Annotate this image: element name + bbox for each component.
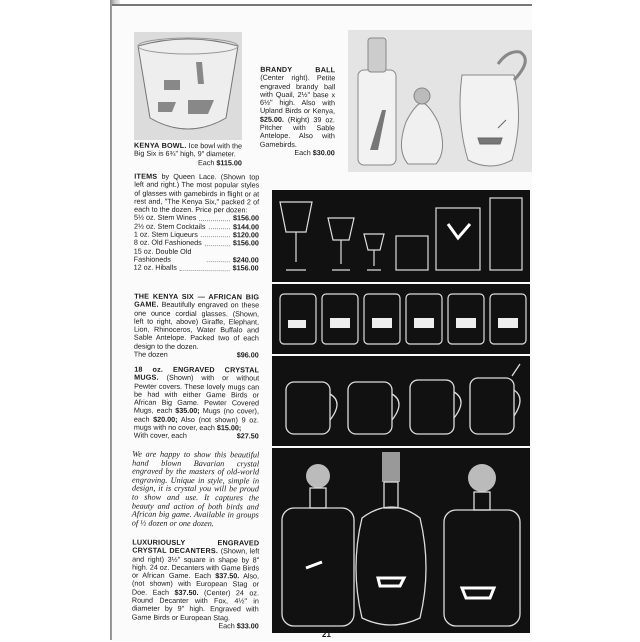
intro-paragraph: We are happy to show this beautiful hand blown Bavarian crystal engraved by the masters of old-world engraving. Unique in style, simple in design, it is crystal you will be proud to show and use. It captures the beauty and action of both birds and African big game. Available in groups of ½ dozen or one dozen. (131, 449, 260, 528)
price-row: 8 oz. Old Fashioneds $156.00 (133, 237, 259, 248)
price-row: 1 oz. Stem Liqueurs $120.00 (133, 229, 259, 240)
page-number: 21 (322, 630, 331, 639)
brandy-ball-text: BRANDY BALL (Center right). Petite engraved brandy ball with Quail, 2½" base x 6½" high. Also with Upland Birds or Kenya, $25.00. (Right) 39 oz. Pitcher with Sable Antelope. Also with Gamebirds. Each $30.00 (259, 64, 336, 158)
items-text: ITEMS by Queen Lace. (Shown top left and right.) The most popular styles of glasses with gamebirds in flight or at rest and, "The Kenya Six," packed 2 of each to the dozen. Price per dozen: 5½ oz. Stem Wines $156.00 2½ oz. Stem Cocktails $144.00 1 oz. Stem Liqueurs $120.00 8 oz. Old Fashioneds $156.00 15 oz. Double Old Fashioneds $240.00 12 oz. Hiballs $156.00 (133, 171, 260, 273)
decanters-text: LUXURIOUSLY ENGRAVED CRYSTAL DECANTERS. (Shown, left and right) 3½" square in shape by 8" high. 24 oz. Decanters with Game Birds or African Game. Each $37.50. Also, (not shown) with European Stag or Doe. Each $37.50. (Center) 24 oz. Round Decanter with Fox, 4½" in diameter by 9" high. Engraved with Game Birds or European Stag. Each $33.00 (131, 537, 260, 631)
glasses-photo (272, 190, 530, 282)
kenya-bowl-photo (134, 32, 242, 140)
mugs-text: 18 oz. ENGRAVED CRYSTAL MUGS. (Shown) with or without Pewter covers. These lovely mugs can be had with either Game Birds or African Big Game. Pewter Covered Mugs, each $35.00; Mugs (no cover), each $20.00; Also (not shown) 9 oz. mugs with no cover, each $15.00; With cover, each $27.50 (133, 364, 260, 441)
brandy-pitcher-photo (348, 30, 532, 172)
kenya-bowl-text: KENYA BOWL. Ice bowl with the Big Six is 6¾" high, 9" diameter. Each $115.00 (133, 140, 243, 167)
cordial-glasses-photo (272, 284, 530, 354)
price-row: 12 oz. Hiballs $156.00 (133, 262, 259, 273)
kenya-six-text: THE KENYA SIX — AFRICAN BIG GAME. Beautifully engraved on these one ounce cordial glasses. (Shown, left to right, above) Giraffe, Elephant, Lion, Rhinoceros, Water Buffalo and Sable Antelope. Packed two of each design to the dozen. The dozen $96.00 (133, 291, 260, 360)
mugs-photo (272, 356, 530, 446)
price-row: 2½ oz. Stem Cocktails $144.00 (133, 221, 260, 232)
decanters-photo (272, 448, 530, 633)
price-row: 15 oz. Double Old Fashioneds $240.00 (133, 246, 259, 265)
price-row: 5½ oz. Stem Wines $156.00 (134, 213, 260, 223)
